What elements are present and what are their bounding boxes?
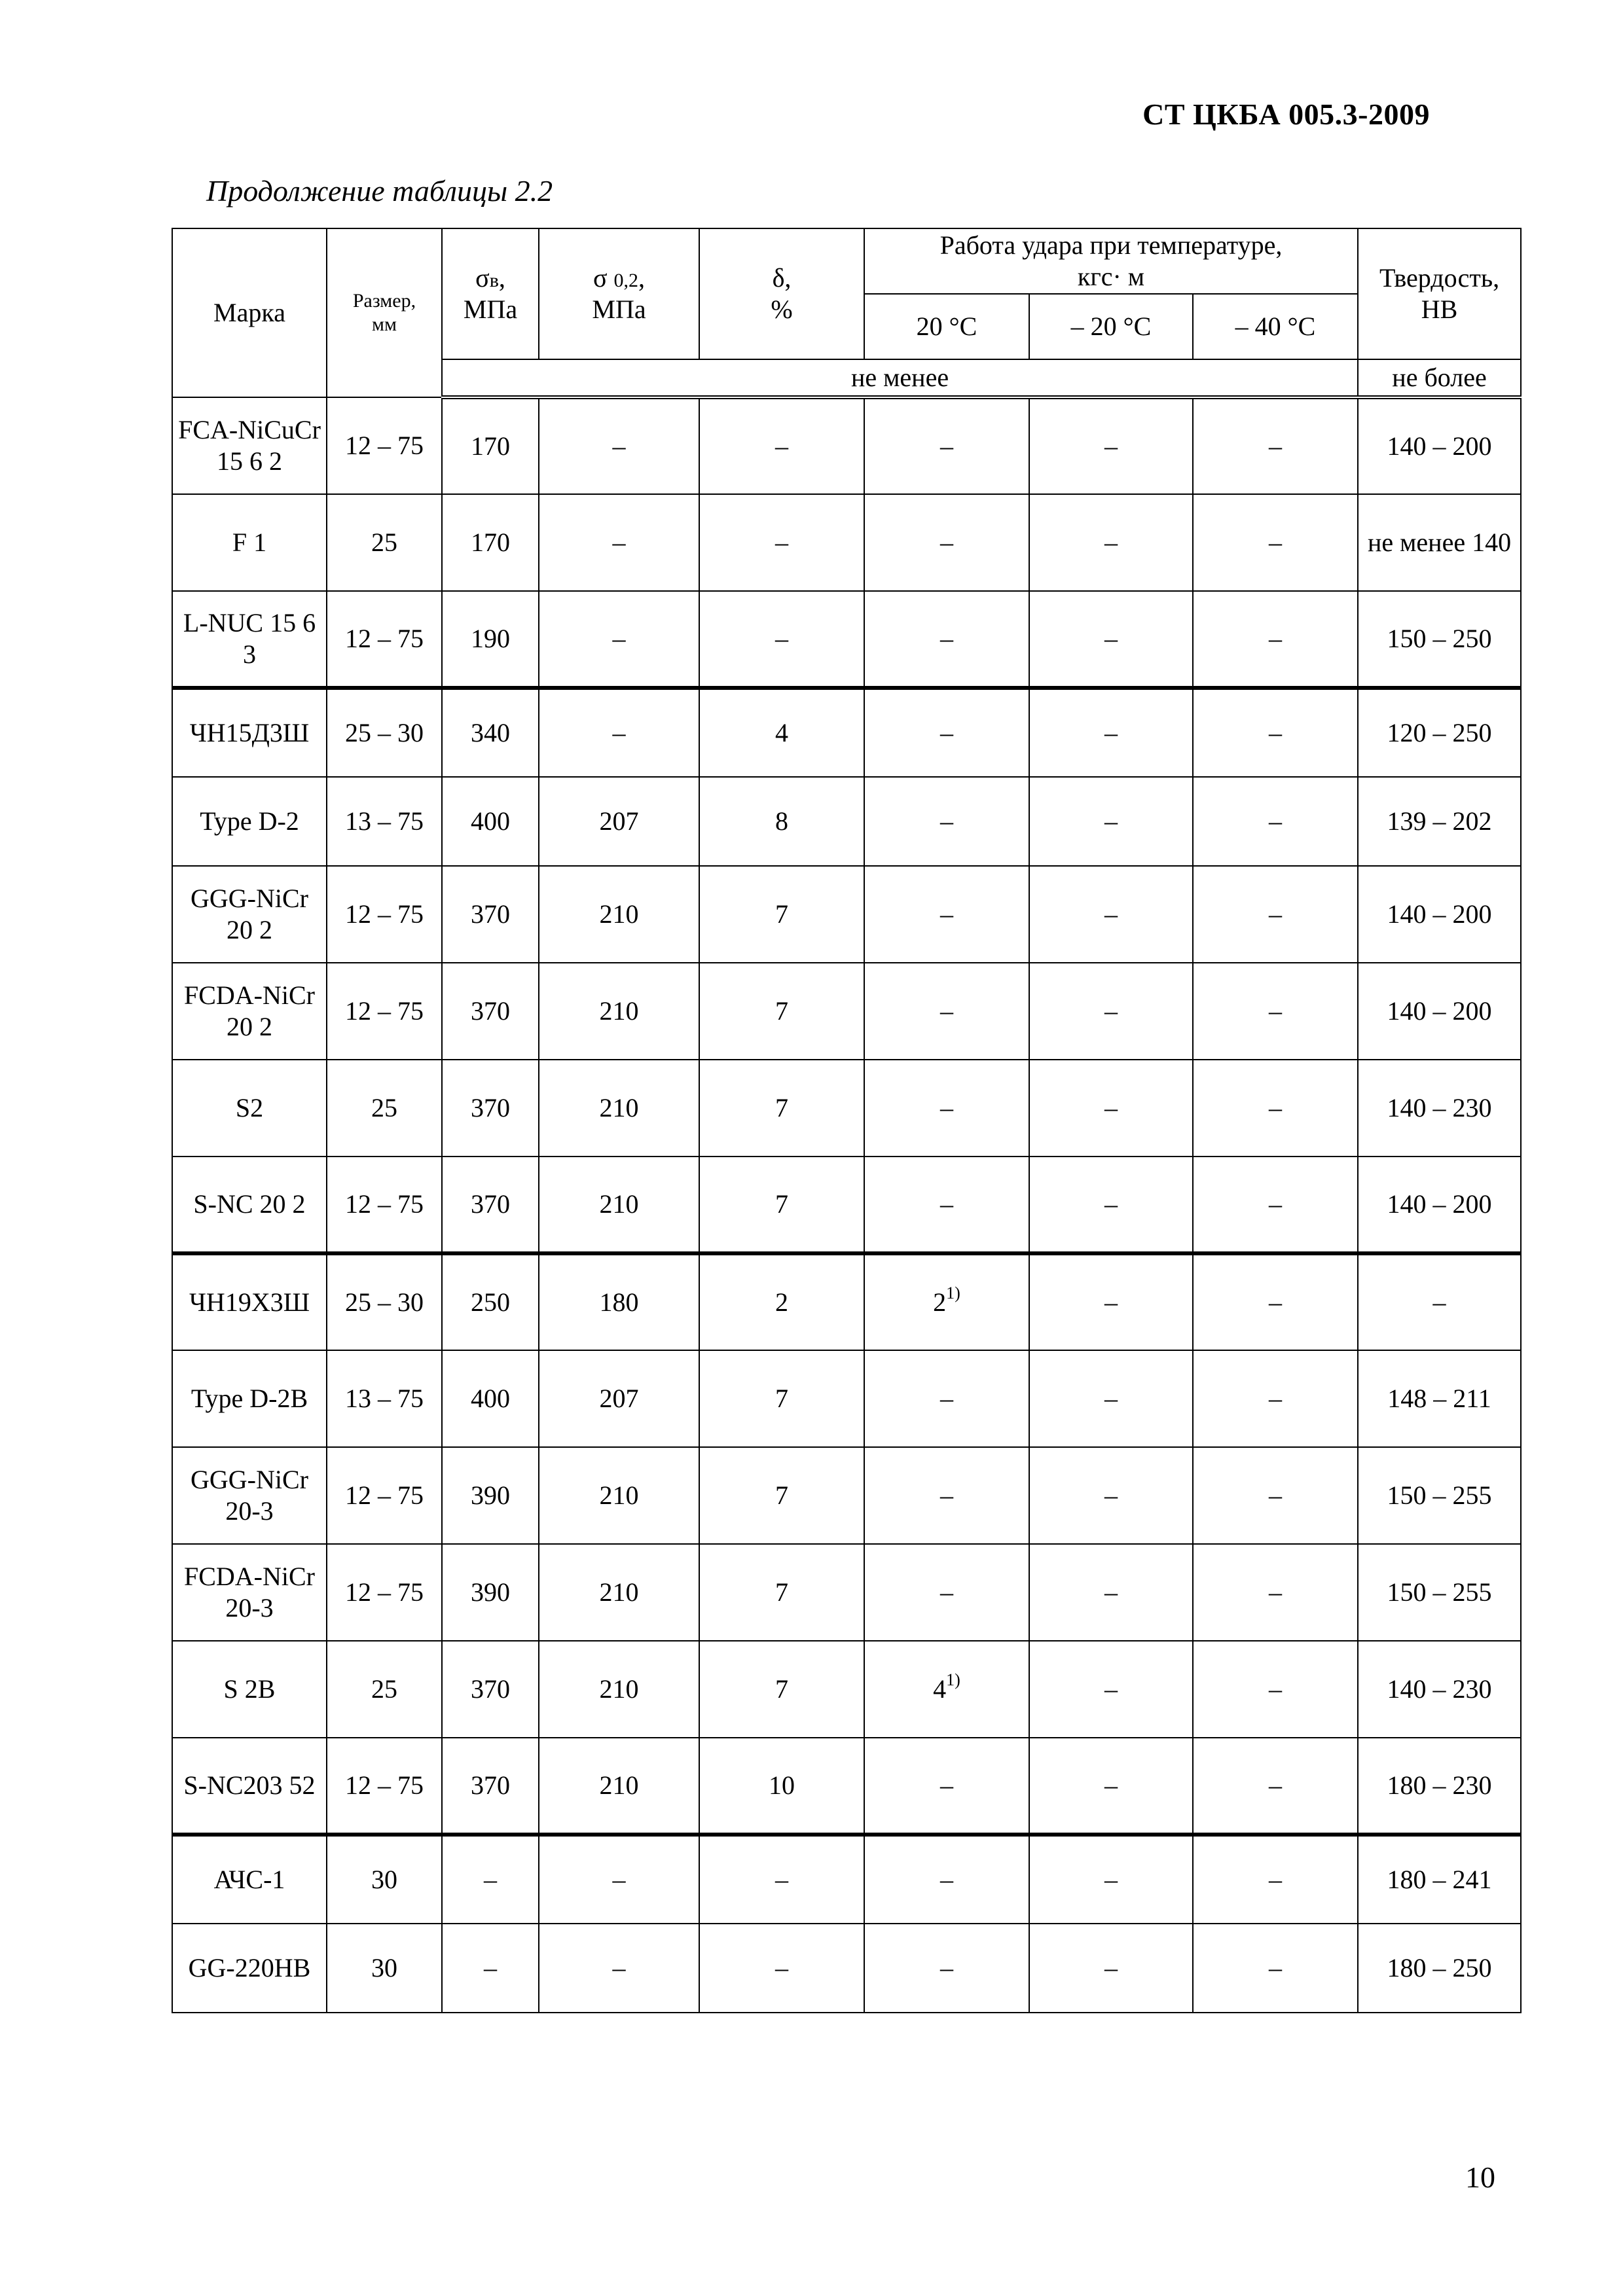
table-caption: Продолжение таблицы 2.2	[206, 174, 553, 207]
header-temp-minus40: – 40 °С	[1193, 294, 1358, 359]
cell-size: 30	[327, 1835, 442, 1924]
cell-impact-minus20: –	[1029, 397, 1193, 494]
cell-delta: –	[699, 494, 864, 591]
properties-table	[172, 228, 1522, 2013]
cell-mark: L-NUC 15 6 3	[172, 591, 327, 688]
table-row	[172, 1447, 1521, 1544]
cell-size: 25 – 30	[327, 1253, 442, 1350]
table-row	[172, 688, 1521, 777]
cell-impact-minus40: –	[1193, 1060, 1358, 1157]
cell-hardness: 180 – 230	[1358, 1738, 1521, 1835]
cell-impact-minus40: –	[1193, 1350, 1358, 1447]
cell-size: 12 – 75	[327, 1738, 442, 1835]
cell-hardness: 140 – 230	[1358, 1060, 1521, 1157]
cell-mark: S-NC203 52	[172, 1738, 327, 1835]
cell-impact-minus20: –	[1029, 1924, 1193, 2013]
cell-impact-20: 4$^{1)}$	[864, 1641, 1029, 1738]
cell-impact-20: –	[864, 1738, 1029, 1835]
cell-sigma-b: 170	[442, 494, 539, 591]
cell-delta: 7	[699, 1157, 864, 1253]
cell-sigma-02: –	[539, 591, 699, 688]
cell-mark: F 1	[172, 494, 327, 591]
document-code: СТ ЦКБА 005.3-2009	[1142, 98, 1430, 131]
table-row	[172, 591, 1521, 688]
header-hardness: Твердость, НВ	[1358, 228, 1521, 359]
cell-delta: 2	[699, 1253, 864, 1350]
cell-sigma-b: 250	[442, 1253, 539, 1350]
cell-impact-minus40: –	[1193, 1738, 1358, 1835]
cell-impact-minus20: –	[1029, 963, 1193, 1060]
table-row	[172, 397, 1521, 494]
cell-size: 12 – 75	[327, 1157, 442, 1253]
header-delta: δ, %	[699, 228, 864, 359]
cell-impact-minus40: –	[1193, 1924, 1358, 2013]
table-row	[172, 1350, 1521, 1447]
cell-impact-20: –	[864, 688, 1029, 777]
cell-sigma-b: 370	[442, 1641, 539, 1738]
cell-impact-20: –	[864, 1350, 1029, 1447]
header-not-more: не более	[1358, 359, 1521, 397]
cell-sigma-b: 190	[442, 591, 539, 688]
cell-sigma-02: 210	[539, 963, 699, 1060]
cell-delta: 7	[699, 1350, 864, 1447]
cell-mark: GGG-NiCr 20 2	[172, 866, 327, 963]
cell-impact-minus40: –	[1193, 963, 1358, 1060]
table-row	[172, 963, 1521, 1060]
cell-impact-minus40: –	[1193, 1157, 1358, 1253]
table-row	[172, 1060, 1521, 1157]
cell-delta: 8	[699, 777, 864, 866]
cell-mark: FCDA-NiCr 20 2	[172, 963, 327, 1060]
cell-impact-20: 2$^{1)}$	[864, 1253, 1029, 1350]
cell-impact-minus40: –	[1193, 494, 1358, 591]
cell-sigma-02: –	[539, 1924, 699, 2013]
cell-hardness: 180 – 241	[1358, 1835, 1521, 1924]
cell-mark: ЧН19Х3Ш	[172, 1253, 327, 1350]
cell-impact-minus40: –	[1193, 1544, 1358, 1641]
cell-impact-minus20: –	[1029, 1544, 1193, 1641]
cell-delta: –	[699, 1924, 864, 2013]
cell-sigma-02: –	[539, 397, 699, 494]
header-size: Размер, мм	[327, 228, 442, 397]
cell-mark: АЧС-1	[172, 1835, 327, 1924]
cell-impact-20: –	[864, 1060, 1029, 1157]
cell-impact-minus40: –	[1193, 777, 1358, 866]
cell-hardness: 139 – 202	[1358, 777, 1521, 866]
cell-mark: FCDA-NiCr 20-3	[172, 1544, 327, 1641]
cell-delta: 4	[699, 688, 864, 777]
cell-size: 12 – 75	[327, 963, 442, 1060]
table-row	[172, 1924, 1521, 2013]
cell-sigma-b: 370	[442, 1738, 539, 1835]
cell-sigma-b: 400	[442, 777, 539, 866]
cell-sigma-02: 210	[539, 1641, 699, 1738]
cell-mark: Type D-2	[172, 777, 327, 866]
cell-impact-minus20: –	[1029, 866, 1193, 963]
cell-impact-minus20: –	[1029, 1835, 1193, 1924]
cell-impact-minus40: –	[1193, 397, 1358, 494]
cell-impact-20: –	[864, 1157, 1029, 1253]
cell-mark: Type D-2B	[172, 1350, 327, 1447]
cell-delta: 10	[699, 1738, 864, 1835]
cell-impact-minus40: –	[1193, 1447, 1358, 1544]
table-row	[172, 1157, 1521, 1253]
cell-delta: 7	[699, 1060, 864, 1157]
cell-hardness: 140 – 200	[1358, 1157, 1521, 1253]
cell-hardness: 120 – 250	[1358, 688, 1521, 777]
cell-mark: GG-220HB	[172, 1924, 327, 2013]
cell-size: 13 – 75	[327, 1350, 442, 1447]
cell-hardness: 150 – 255	[1358, 1447, 1521, 1544]
cell-impact-minus20: –	[1029, 1447, 1193, 1544]
cell-impact-20: –	[864, 397, 1029, 494]
cell-size: 25	[327, 1641, 442, 1738]
cell-impact-minus20: –	[1029, 591, 1193, 688]
cell-delta: 7	[699, 866, 864, 963]
cell-hardness: 150 – 250	[1358, 591, 1521, 688]
cell-size: 12 – 75	[327, 1544, 442, 1641]
cell-sigma-02: 180	[539, 1253, 699, 1350]
header-temp-20: 20 °С	[864, 294, 1029, 359]
header-sigma-02: σ 0,2, МПа	[539, 228, 699, 359]
cell-impact-minus40: –	[1193, 1253, 1358, 1350]
cell-delta: –	[699, 1835, 864, 1924]
cell-sigma-b: 370	[442, 1060, 539, 1157]
cell-sigma-b: 390	[442, 1447, 539, 1544]
cell-delta: –	[699, 397, 864, 494]
cell-mark: S-NC 20 2	[172, 1157, 327, 1253]
cell-impact-minus20: –	[1029, 494, 1193, 591]
cell-impact-20: –	[864, 1544, 1029, 1641]
cell-hardness: 150 – 255	[1358, 1544, 1521, 1641]
cell-mark: GGG-NiCr 20-3	[172, 1447, 327, 1544]
header-temp-minus20: – 20 °С	[1029, 294, 1193, 359]
cell-sigma-02: 210	[539, 1738, 699, 1835]
cell-impact-20: –	[864, 494, 1029, 591]
cell-sigma-b: –	[442, 1835, 539, 1924]
cell-impact-minus20: –	[1029, 1350, 1193, 1447]
cell-sigma-02: 210	[539, 866, 699, 963]
cell-impact-minus20: –	[1029, 1738, 1193, 1835]
table-row	[172, 777, 1521, 866]
cell-hardness: 148 – 211	[1358, 1350, 1521, 1447]
cell-hardness: 140 – 200	[1358, 866, 1521, 963]
cell-impact-20: –	[864, 591, 1029, 688]
cell-impact-minus20: –	[1029, 1060, 1193, 1157]
cell-size: 12 – 75	[327, 591, 442, 688]
footnote-mark: 1)	[946, 1670, 960, 1689]
cell-sigma-02: 210	[539, 1060, 699, 1157]
cell-size: 30	[327, 1924, 442, 2013]
cell-hardness: не менее 140	[1358, 494, 1521, 591]
table-row	[172, 1641, 1521, 1738]
table-row	[172, 1835, 1521, 1924]
cell-impact-minus20: –	[1029, 1641, 1193, 1738]
cell-sigma-b: 370	[442, 1157, 539, 1253]
cell-impact-minus20: –	[1029, 777, 1193, 866]
cell-size: 12 – 75	[327, 866, 442, 963]
cell-sigma-b: 390	[442, 1544, 539, 1641]
cell-mark: FCA-NiCuCr 15 6 2	[172, 397, 327, 494]
cell-sigma-b: 170	[442, 397, 539, 494]
cell-mark: S2	[172, 1060, 327, 1157]
cell-impact-minus20: –	[1029, 1253, 1193, 1350]
header-not-less: не менее	[442, 359, 1358, 397]
cell-sigma-b: 400	[442, 1350, 539, 1447]
cell-sigma-02: 207	[539, 1350, 699, 1447]
cell-impact-20: –	[864, 1447, 1029, 1544]
cell-delta: 7	[699, 1641, 864, 1738]
cell-sigma-02: –	[539, 688, 699, 777]
footnote-mark: 1)	[946, 1283, 960, 1302]
cell-sigma-b: 370	[442, 963, 539, 1060]
table-row	[172, 1544, 1521, 1641]
cell-sigma-02: 210	[539, 1447, 699, 1544]
cell-sigma-b: –	[442, 1924, 539, 2013]
cell-impact-minus40: –	[1193, 1835, 1358, 1924]
page-number: 10	[1465, 2161, 1495, 2194]
table-row	[172, 494, 1521, 591]
cell-size: 12 – 75	[327, 1447, 442, 1544]
cell-impact-20: –	[864, 1835, 1029, 1924]
cell-sigma-b: 340	[442, 688, 539, 777]
cell-delta: 7	[699, 963, 864, 1060]
cell-mark: S 2B	[172, 1641, 327, 1738]
cell-impact-20: –	[864, 777, 1029, 866]
cell-impact-20: –	[864, 1924, 1029, 2013]
cell-impact-minus20: –	[1029, 1157, 1193, 1253]
cell-delta: –	[699, 591, 864, 688]
cell-impact-20: –	[864, 963, 1029, 1060]
cell-size: 25	[327, 494, 442, 591]
cell-impact-minus20: –	[1029, 688, 1193, 777]
cell-sigma-02: 210	[539, 1157, 699, 1253]
header-sigma-b: σв, МПа	[442, 228, 539, 359]
cell-hardness: 140 – 200	[1358, 397, 1521, 494]
cell-sigma-02: 210	[539, 1544, 699, 1641]
cell-mark: ЧН15Д3Ш	[172, 688, 327, 777]
cell-impact-minus40: –	[1193, 591, 1358, 688]
cell-sigma-02: –	[539, 1835, 699, 1924]
cell-hardness: 140 – 200	[1358, 963, 1521, 1060]
cell-impact-minus40: –	[1193, 1641, 1358, 1738]
header-row	[172, 228, 1521, 294]
cell-sigma-b: 370	[442, 866, 539, 963]
header-mark: Марка	[172, 228, 327, 397]
cell-hardness: 140 – 230	[1358, 1641, 1521, 1738]
table-row	[172, 1738, 1521, 1835]
cell-sigma-02: –	[539, 494, 699, 591]
cell-impact-minus40: –	[1193, 866, 1358, 963]
cell-delta: 7	[699, 1447, 864, 1544]
table-row	[172, 866, 1521, 963]
cell-delta: 7	[699, 1544, 864, 1641]
cell-impact-20: –	[864, 866, 1029, 963]
header-impact-work: Работа удара при температуре, кгс· м	[864, 228, 1358, 294]
table-row	[172, 1253, 1521, 1350]
cell-impact-minus40: –	[1193, 688, 1358, 777]
cell-hardness: 180 – 250	[1358, 1924, 1521, 2013]
cell-size: 12 – 75	[327, 397, 442, 494]
cell-size: 25 – 30	[327, 688, 442, 777]
cell-sigma-02: 207	[539, 777, 699, 866]
cell-hardness: –	[1358, 1253, 1521, 1350]
cell-size: 25	[327, 1060, 442, 1157]
cell-size: 13 – 75	[327, 777, 442, 866]
